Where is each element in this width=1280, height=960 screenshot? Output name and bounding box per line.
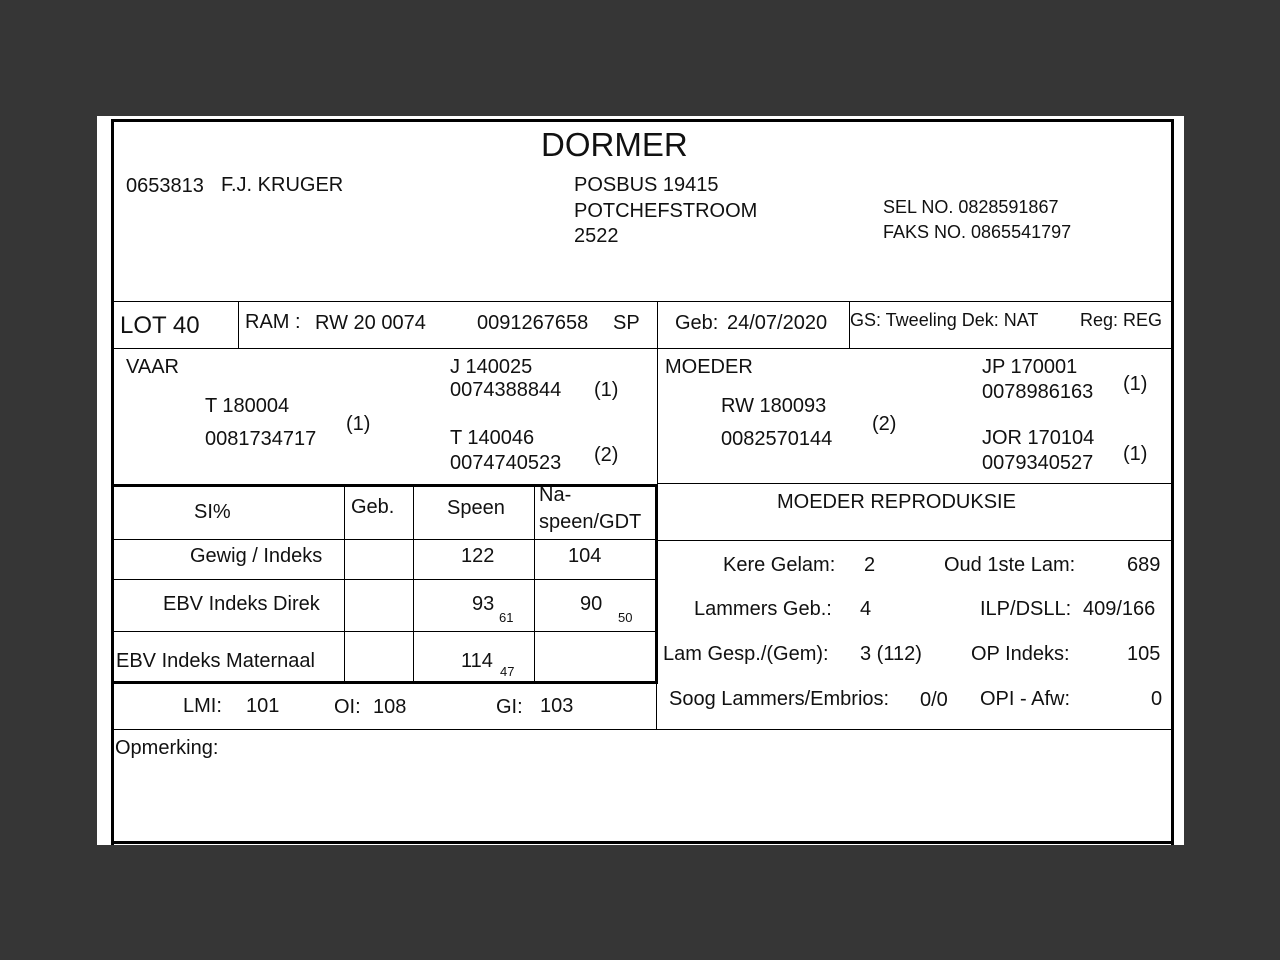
line-lot-div-1: [238, 301, 239, 349]
oi-label: OI:: [334, 696, 361, 718]
row-speen-sub: 47: [500, 664, 515, 679]
gi-value: 103: [540, 695, 574, 717]
line-si-header: [114, 539, 658, 540]
ilp-label: ILP/DSLL:: [980, 598, 1072, 620]
address-line-2: POTCHEFSTROOM: [574, 200, 758, 222]
vaar-number: 0081734717: [205, 428, 317, 450]
line-lot-div-2: [657, 301, 658, 484]
birth-date: 24/07/2020: [727, 312, 828, 334]
moeder-sire-number: 0078986163: [982, 381, 1094, 403]
op-value: 105: [1127, 643, 1161, 665]
soog-value: 0/0: [920, 689, 948, 711]
lot-card: [97, 116, 1184, 845]
border-top: [111, 119, 1174, 122]
breed-title: DORMER: [541, 126, 688, 163]
oi-value: 108: [373, 696, 407, 718]
naspeen-header-2: speen/GDT: [539, 511, 642, 533]
vaar-dam-number: 0074740523: [450, 452, 562, 474]
moeder-dam-number: 0079340527: [982, 452, 1094, 474]
moeder-number: 0082570144: [721, 428, 833, 450]
sel-number: SEL NO. 0828591867: [883, 197, 1059, 217]
moeder-label: MOEDER: [665, 356, 753, 378]
row-speen: 114: [461, 650, 493, 672]
line-indices-bottom: [111, 729, 1174, 730]
line-si-col-1: [344, 484, 345, 682]
line-si-row-1: [114, 579, 658, 580]
address-line-1: POSBUS 19415: [574, 174, 719, 196]
line-si-right: [655, 484, 658, 682]
moeder-sire-count: (1): [1123, 373, 1148, 395]
vaar-sire-count: (1): [594, 379, 619, 401]
gs-info: GS: Tweeling Dek: NAT: [850, 310, 1039, 330]
speen-header: Speen: [447, 497, 505, 519]
ram-label: RAM :: [245, 311, 301, 333]
lammers-value: 4: [860, 598, 872, 620]
moeder-sire-id: JP 170001: [982, 356, 1078, 378]
line-si-row-2: [114, 631, 658, 632]
row-label: Gewig / Indeks: [190, 545, 323, 567]
line-repro-top: [658, 483, 1174, 484]
vaar-sire-id: J 140025: [450, 356, 533, 378]
vaar-id: T 180004: [205, 395, 290, 417]
ilp-value: 409/166: [1083, 598, 1156, 620]
kere-label: Kere Gelam:: [723, 554, 836, 576]
soog-label: Soog Lammers/Embrios:: [669, 688, 890, 710]
line-si-col-2: [413, 484, 414, 682]
row-label: EBV Indeks Direk: [163, 593, 320, 615]
line-si-bottom: [114, 681, 658, 684]
moeder-id: RW 180093: [721, 395, 827, 417]
repro-title: MOEDER REPRODUKSIE: [777, 491, 1016, 513]
moeder-count: (2): [872, 413, 897, 435]
faks-number: FAKS NO. 0865541797: [883, 222, 1072, 242]
cropped-red-text: [157, 840, 1137, 845]
line-lot-bottom: [111, 348, 1174, 349]
naspeen-header-1: Na-: [539, 484, 572, 506]
moeder-dam-count: (1): [1123, 443, 1148, 465]
gi-label: GI:: [496, 696, 523, 718]
vaar-count: (1): [346, 413, 371, 435]
lammers-label: Lammers Geb.:: [694, 598, 832, 620]
oud-label: Oud 1ste Lam:: [944, 554, 1076, 576]
si-header: SI%: [194, 501, 231, 523]
line-si-top: [114, 484, 658, 487]
row-label: EBV Indeks Maternaal: [116, 650, 315, 672]
birth-label: Geb:: [675, 312, 719, 334]
line-right-lower: [656, 682, 657, 729]
gesp-label: Lam Gesp./(Gem):: [663, 643, 829, 665]
row-speen: 93: [472, 593, 495, 615]
line-repro-header: [658, 540, 1174, 541]
vaar-dam-id: T 140046: [450, 427, 535, 449]
border-right: [1171, 119, 1174, 845]
opi-label: OPI - Afw:: [980, 688, 1071, 710]
row-naspeen: 104: [568, 545, 602, 567]
moeder-dam-id: JOR 170104: [982, 427, 1095, 449]
ram-suffix: SP: [613, 312, 640, 334]
line-si-col-3: [534, 484, 535, 682]
row-naspeen: 90: [580, 593, 603, 615]
lmi-value: 101: [246, 695, 280, 717]
vaar-label: VAAR: [126, 356, 179, 378]
lmi-label: LMI:: [183, 695, 222, 717]
geb-header: Geb.: [351, 496, 395, 518]
vaar-sire-number: 0074388844: [450, 379, 562, 401]
row-speen-sub: 61: [499, 610, 514, 625]
ram-id: RW 20 0074: [315, 312, 426, 334]
opi-value: 0: [1151, 688, 1163, 710]
owner-code: 0653813: [126, 175, 204, 197]
op-label: OP Indeks:: [971, 643, 1070, 665]
owner-name: F.J. KRUGER: [221, 174, 344, 196]
kere-value: 2: [864, 554, 876, 576]
row-speen: 122: [461, 545, 495, 567]
gesp-value: 3 (112): [860, 643, 922, 665]
remarks-label: Opmerking:: [115, 737, 219, 759]
oud-value: 689: [1127, 554, 1161, 576]
line-lot-top: [111, 301, 1174, 302]
border-left: [111, 119, 114, 845]
remarks-area[interactable]: [114, 766, 1170, 840]
ram-number: 0091267658: [477, 312, 589, 334]
row-naspeen-sub: 50: [618, 610, 633, 625]
lot-number: LOT 40: [120, 312, 200, 339]
registration: Reg: REG: [1080, 310, 1163, 330]
vaar-dam-count: (2): [594, 444, 619, 466]
address-line-3: 2522: [574, 225, 619, 247]
